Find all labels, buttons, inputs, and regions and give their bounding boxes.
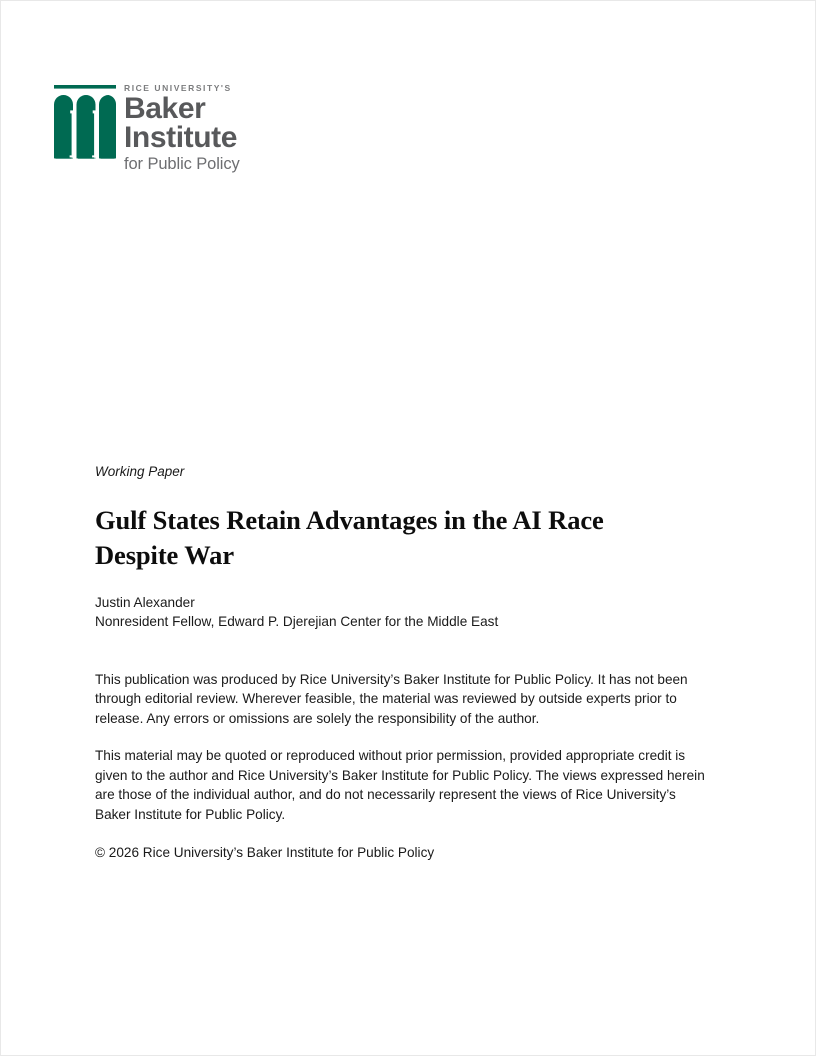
- baker-institute-logo: [54, 85, 240, 173]
- author-block: [95, 593, 715, 632]
- cover-content: [95, 463, 715, 862]
- page-title: Gulf States Retain Advantages in the AI Race Despite War: [95, 504, 604, 570]
- author-affiliation: Nonresident Fellow, Edward P. Djerejian Center for the Middle East: [95, 614, 499, 630]
- logo-wordmark: [124, 84, 240, 173]
- disclaimer-block: [95, 670, 715, 863]
- disclaimer-paragraph-1: This publication was produced by Rice University’s Baker Institute for Public Policy. It has not been through editorial review. Wherever feasible, the material was reviewed by outside experts prior to release. Any errors or omissions are solely the responsibility of the author.: [95, 671, 688, 726]
- logo-baker-text: Baker: [124, 91, 206, 125]
- document-type-label: Working Paper: [95, 464, 185, 479]
- logo-eyebrow-text: RICE UNIVERSITY'S: [124, 83, 232, 93]
- arches-logomark-icon: [54, 85, 116, 161]
- logo-institute-text: Institute: [124, 121, 238, 155]
- copyright-notice: © 2026 Rice University’s Baker Institute for Public Policy: [95, 844, 435, 860]
- author-name: Justin Alexander: [95, 595, 195, 611]
- disclaimer-paragraph-2: This material may be quoted or reproduced without prior permission, provided appropriate credit is given to the author and Rice University’s Baker Institute for Public Policy. The views expressed herein are those of the individual author, and do not necessarily represent the views of Rice University’s Baker Institute for Public Policy.: [95, 748, 705, 822]
- logo-tagline-text: for Public Policy: [124, 155, 240, 174]
